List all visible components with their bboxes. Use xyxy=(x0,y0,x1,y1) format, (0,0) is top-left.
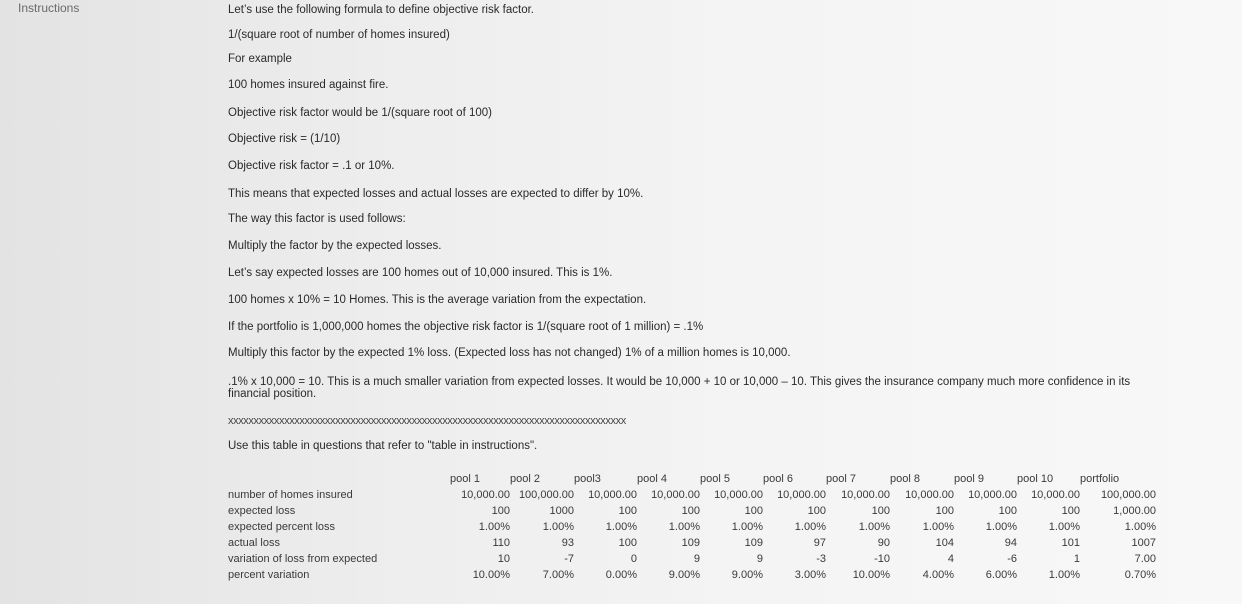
table-intro-line: Use this table in questions that refer to "table in instructions". xyxy=(228,440,538,452)
column-header: pool 10 xyxy=(1017,473,1054,485)
table-cell: 100,000.00 xyxy=(518,489,574,501)
instruction-line: This means that expected losses and actual losses are expected to differ by 10%. xyxy=(228,188,644,200)
row-label: variation of loss from expected xyxy=(228,553,378,565)
instruction-line: If the portfolio is 1,000,000 homes the objective risk factor is 1/(square root of 1 million) = .1% xyxy=(228,321,704,333)
table-cell: 3.00% xyxy=(794,569,826,581)
column-header: pool 9 xyxy=(954,473,984,485)
table-cell: 100 xyxy=(618,537,637,549)
instruction-line: 1/(square root of number of homes insured) xyxy=(228,29,450,41)
instruction-line: Multiply the factor by the expected losses. xyxy=(228,240,442,252)
table-cell: 104 xyxy=(935,537,954,549)
column-header: pool 4 xyxy=(637,473,667,485)
table-cell: 1.00% xyxy=(858,521,890,533)
table-cell: 100 xyxy=(681,505,700,517)
table-cell: 7.00% xyxy=(542,569,574,581)
table-cell: 100,000.00 xyxy=(1100,489,1156,501)
table-cell: 110 xyxy=(492,537,510,549)
table-cell: 100 xyxy=(744,505,763,517)
table-cell: 10,000.00 xyxy=(777,489,826,501)
table-cell: 0.70% xyxy=(1124,569,1156,581)
table-cell: 9 xyxy=(693,553,700,565)
table-cell: 1.00% xyxy=(1124,521,1156,533)
column-header: pool 1 xyxy=(450,473,480,485)
instruction-line: Objective risk = (1/10) xyxy=(228,133,341,145)
table-cell: 10,000.00 xyxy=(1031,489,1080,501)
table-cell: 10 xyxy=(497,553,510,565)
table-cell: 10,000.00 xyxy=(714,489,763,501)
table-cell: 1007 xyxy=(1131,537,1156,549)
table-cell: 7.00 xyxy=(1134,553,1156,565)
table-cell: 1.00% xyxy=(1048,521,1080,533)
column-header: pool3 xyxy=(574,473,601,485)
table-corner xyxy=(228,471,450,487)
instruction-line: 100 homes x 10% = 10 Homes. This is the average variation from the expectation. xyxy=(228,294,647,306)
instructions-label-column xyxy=(0,0,212,604)
table-cell: -3 xyxy=(816,553,826,565)
table-cell: 10,000.00 xyxy=(841,489,890,501)
row-label: percent variation xyxy=(228,569,310,581)
pool-table xyxy=(228,471,1156,583)
table-cell: 1.00% xyxy=(478,521,510,533)
column-header: pool 5 xyxy=(700,473,730,485)
table-cell: 10,000.00 xyxy=(461,489,510,501)
table-cell: 1.00% xyxy=(542,521,574,533)
table-cell: 100 xyxy=(871,505,890,517)
column-header: pool 2 xyxy=(510,473,540,485)
instruction-line: 100 homes insured against fire. xyxy=(228,79,389,91)
table-cell: 9 xyxy=(756,553,763,565)
table-cell: 90 xyxy=(877,537,890,549)
table-cell: 100 xyxy=(1061,505,1080,517)
separator-line: xxxxxxxxxxxxxxxxxxxxxxxxxxxxxxxxxxxxxxxxxxxxxxxxxxxxxxxxxxxxxxxxxxxxxxxxxxxxxx xyxy=(228,415,626,427)
row-label: actual loss xyxy=(228,537,280,549)
table-cell: 1.00% xyxy=(605,521,637,533)
column-header: pool 8 xyxy=(890,473,920,485)
instruction-line: The way this factor is used follows: xyxy=(228,213,406,225)
table-cell: 100 xyxy=(807,505,826,517)
table-cell: 94 xyxy=(1004,537,1017,549)
table-cell: 109 xyxy=(681,537,700,549)
table-cell: 1.00% xyxy=(794,521,826,533)
table-cell: 4.00% xyxy=(922,569,954,581)
instructions-label: Instructions xyxy=(18,1,80,15)
table-row xyxy=(228,535,1156,551)
table-row xyxy=(228,567,1156,583)
table-cell: 93 xyxy=(561,537,574,549)
table-cell: 1.00% xyxy=(922,521,954,533)
column-header: pool 6 xyxy=(763,473,793,485)
table-row xyxy=(228,487,1156,503)
instruction-line: Objective risk factor would be 1/(square root of 100) xyxy=(228,107,492,119)
table-cell: 10.00% xyxy=(472,569,510,581)
table-cell: 1,000.00 xyxy=(1113,505,1156,517)
table-cell: 10,000.00 xyxy=(905,489,954,501)
row-label: expected percent loss xyxy=(228,521,336,533)
table-cell: 100 xyxy=(491,505,510,517)
table-cell: 0 xyxy=(630,553,637,565)
table-cell: 1.00% xyxy=(668,521,700,533)
instruction-line: For example xyxy=(228,53,292,65)
table-row xyxy=(228,503,1156,519)
table-cell: 100 xyxy=(935,505,954,517)
table-cell: 0.00% xyxy=(605,569,637,581)
row-label: expected loss xyxy=(228,505,296,517)
table-cell: 1 xyxy=(1073,553,1080,565)
column-header: pool 7 xyxy=(826,473,856,485)
table-row xyxy=(228,519,1156,535)
table-cell: -7 xyxy=(564,553,574,565)
table-row xyxy=(228,551,1156,567)
table-cell: -6 xyxy=(1007,553,1017,565)
table-cell: 101 xyxy=(1061,537,1080,549)
table-cell: 1.00% xyxy=(1048,569,1080,581)
instruction-paragraph: .1% x 10,000 = 10. This is a much smaller variation from expected losses. It would be 10,000 + 10 or 10,000 – 10. This gives the insurance company much more confidence in its financial position. xyxy=(228,376,1131,400)
table-cell: 9.00% xyxy=(668,569,700,581)
table-cell: 4 xyxy=(947,553,954,565)
instruction-line: Objective risk factor = .1 or 10%. xyxy=(228,160,395,172)
instruction-line: Let’s say expected losses are 100 homes out of 10,000 insured. This is 1%. xyxy=(228,267,613,279)
table-cell: 10,000.00 xyxy=(968,489,1017,501)
table-cell: -10 xyxy=(874,553,890,565)
instruction-line: Multiply this factor by the expected 1% loss. (Expected loss has not changed) 1% of a million homes is 10,000. xyxy=(228,347,791,359)
table-body xyxy=(228,487,1156,583)
table-header-row xyxy=(228,471,1156,487)
column-header: portfolio xyxy=(1080,473,1120,485)
table-cell: 100 xyxy=(998,505,1017,517)
instruction-line: Let’s use the following formula to define objective risk factor. xyxy=(228,4,534,16)
table-cell: 10,000.00 xyxy=(651,489,700,501)
table-cell: 9.00% xyxy=(731,569,763,581)
table-cell: 6.00% xyxy=(985,569,1017,581)
row-label: number of homes insured xyxy=(228,489,353,501)
table-cell: 10,000.00 xyxy=(588,489,637,501)
table-cell: 100 xyxy=(618,505,637,517)
table-cell: 109 xyxy=(744,537,763,549)
table-cell: 1.00% xyxy=(731,521,763,533)
table-cell: 1.00% xyxy=(985,521,1017,533)
table-cell: 1000 xyxy=(549,505,574,517)
table-cell: 10.00% xyxy=(852,569,890,581)
table-cell: 97 xyxy=(813,537,826,549)
